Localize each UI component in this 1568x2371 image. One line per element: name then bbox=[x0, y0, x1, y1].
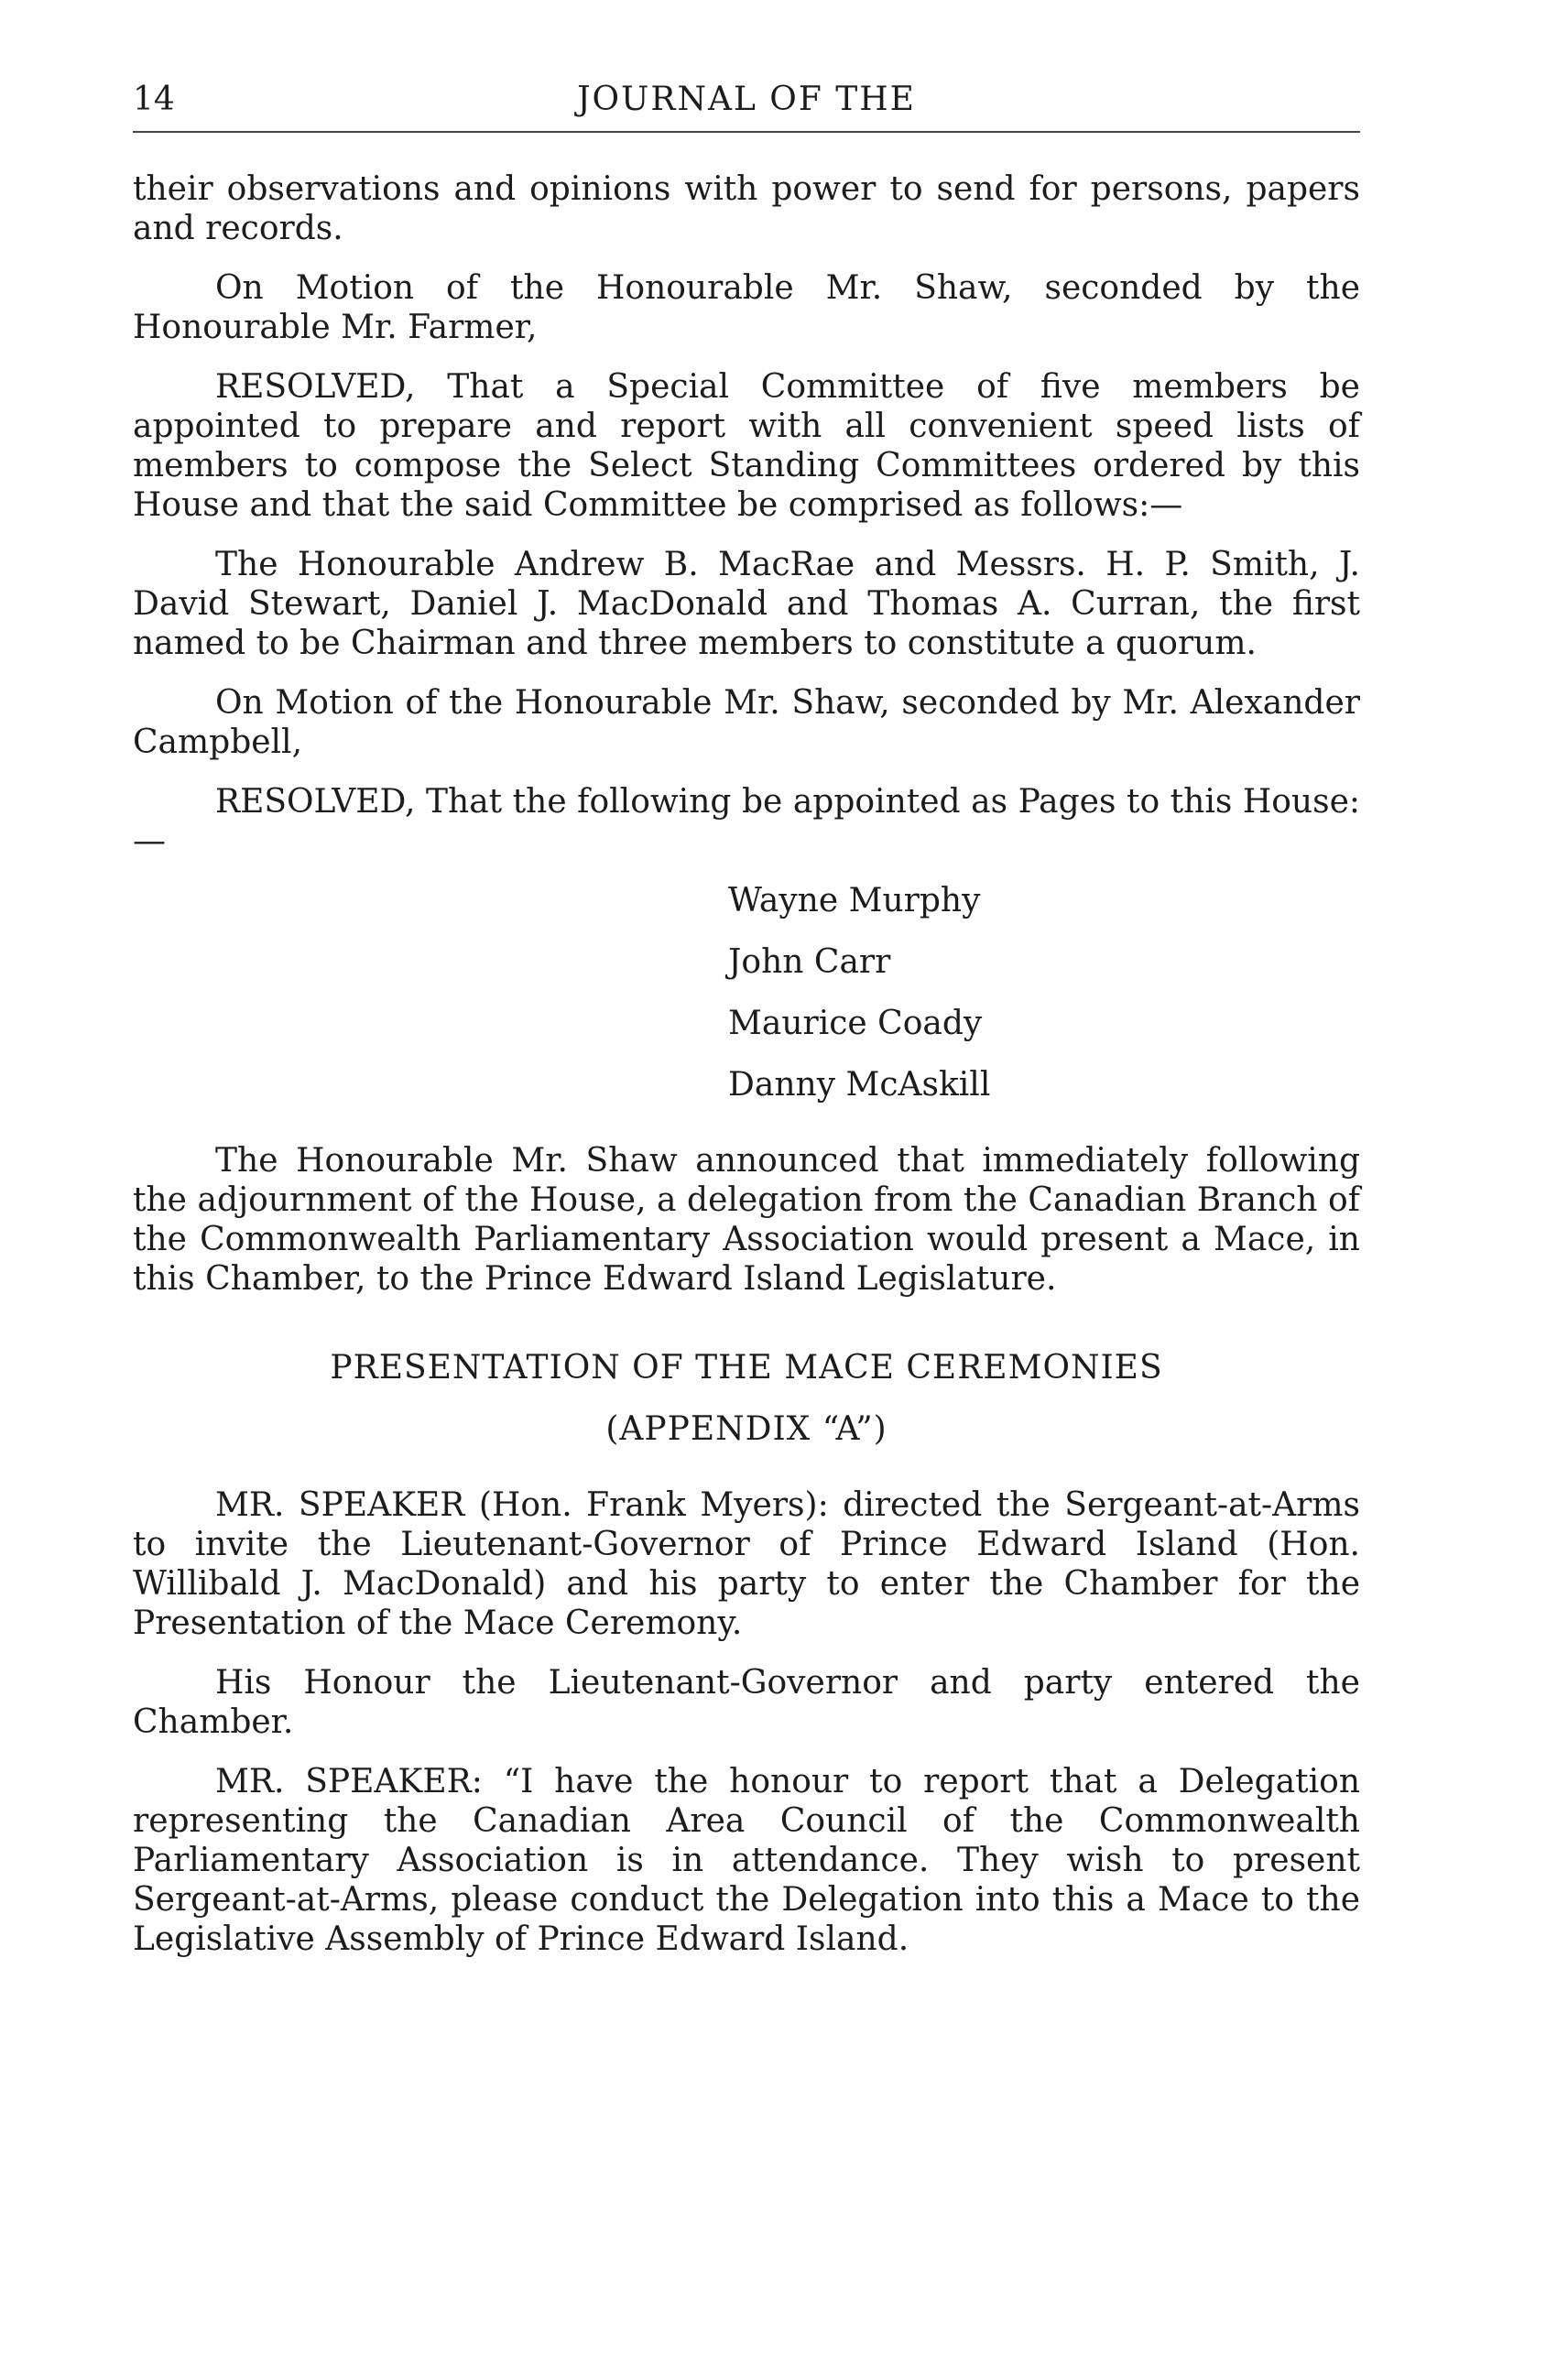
paragraph-resolution-pages: RESOLVED, That the following be appointed as Pages to this House:— bbox=[133, 783, 1360, 860]
page-name: Maurice Coady bbox=[728, 1005, 983, 1042]
paragraph-speaker-report: MR. SPEAKER: “I have the honour to report that a Delegation representing the Canadian Area Council of the Commonwealth Parliamentary Association is in attendance. They wish to present Sergeant-at-Arms, please conduct the Delegation into this a Mace to the Legislative Assembly of Prince Edward Island. bbox=[133, 1763, 1360, 1958]
page-name: John Carr bbox=[728, 943, 891, 981]
paragraph-committee-members: The Honourable Andrew B. MacRae and Messrs. H. P. Smith, J. David Stewart, Daniel J. MacDonald and Thomas A. Curran, the first named to be Chairman and three members to constitute a quorum. bbox=[133, 546, 1360, 662]
pages-name-list bbox=[133, 881, 1360, 1104]
running-head: JOURNAL OF THE bbox=[577, 81, 916, 118]
page-number: 14 bbox=[133, 81, 175, 118]
section-subheading: (APPENDIX “A”) bbox=[605, 1410, 887, 1448]
paragraph-motion-2: On Motion of the Honourable Mr. Shaw, seconded by Mr. Alexander Campbell, bbox=[133, 684, 1360, 761]
page-name: Danny McAskill bbox=[728, 1066, 991, 1104]
paragraph-resolution-committee: RESOLVED, That a Special Committee of five members be appointed to prepare and report with all convenient speed lists of members to compose the Select Standing Committees ordered by this House and that the said Committee be comprised as follows:— bbox=[133, 368, 1360, 524]
page-name: Wayne Murphy bbox=[728, 882, 981, 919]
paragraph-announcement: The Honourable Mr. Shaw announced that immediately following the adjournment of the House, a delegation from the Canadian Branch of the Commonwealth Parliamentary Association would present a Mace, in this Chamber, to the Prince Edward Island Legislature. bbox=[133, 1142, 1360, 1298]
page-header bbox=[133, 81, 1360, 136]
section-heading: PRESENTATION OF THE MACE CEREMONIES bbox=[330, 1349, 1163, 1387]
paragraph-motion-1: On Motion of the Honourable Mr. Shaw, seconded by the Honourable Mr. Farmer, bbox=[133, 269, 1360, 346]
header-rule bbox=[133, 131, 1360, 133]
paragraph-speaker-direction: MR. SPEAKER (Hon. Frank Myers): directed the Sergeant-at-Arms to invite the Lieutenant-Governor of Prince Edward Island (Hon. Willibald J. MacDonald) and his party to enter the Chamber for the Presentation of the Mace Ceremony. bbox=[133, 1486, 1360, 1642]
paragraph-continuation: their observations and opinions with power to send for persons, papers and records. bbox=[133, 170, 1360, 247]
page-body bbox=[133, 169, 1360, 1979]
paragraph-entry: His Honour the Lieutenant-Governor and party entered the Chamber. bbox=[133, 1664, 1360, 1741]
